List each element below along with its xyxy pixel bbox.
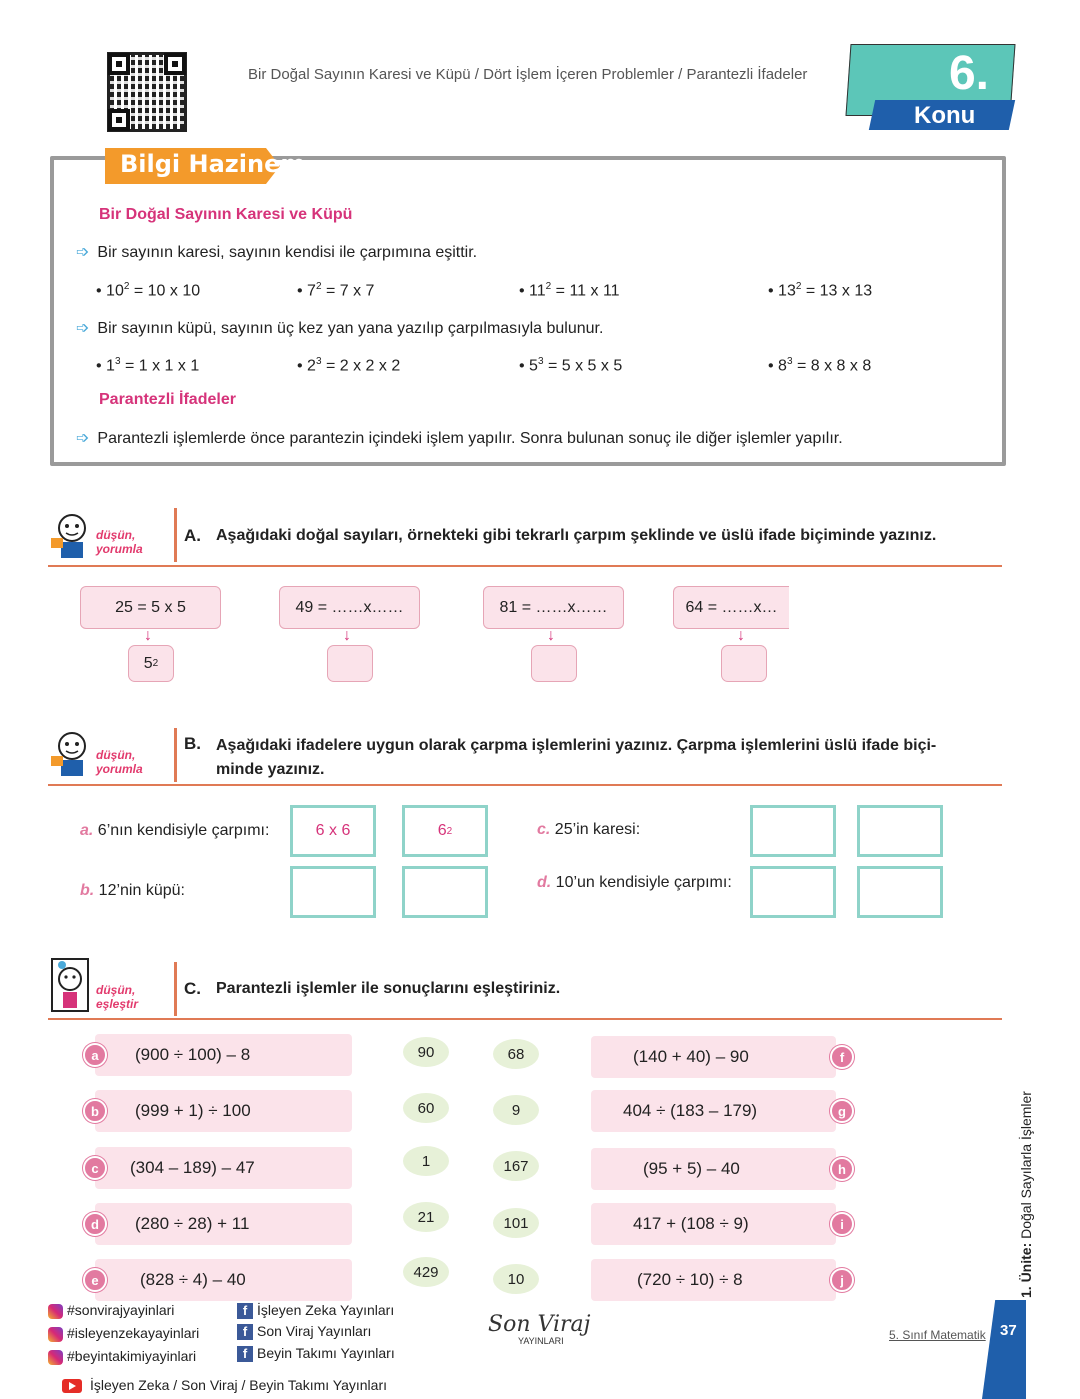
match-left-item[interactable]: (999 + 1) ÷ 100 bbox=[95, 1090, 352, 1132]
match-number[interactable]: 68 bbox=[493, 1039, 539, 1069]
think-label: düşün, yorumla bbox=[96, 528, 143, 556]
match-right-item[interactable]: (720 ÷ 10) ÷ 8 bbox=[591, 1259, 836, 1301]
publisher-logo-sub: YAYINLARI bbox=[518, 1336, 564, 1346]
match-number[interactable]: 429 bbox=[403, 1257, 449, 1287]
answer-d-multiplication[interactable] bbox=[750, 866, 836, 918]
match-number[interactable]: 1 bbox=[403, 1146, 449, 1176]
publisher-logo: Son Viraj bbox=[488, 1312, 591, 1337]
arrow-down-icon: ↓ bbox=[737, 627, 745, 644]
topic-number: 6. bbox=[948, 47, 989, 100]
book-title: 5. Sınıf Matematik bbox=[889, 1328, 986, 1342]
info-box bbox=[50, 156, 1006, 466]
rule-cube: ➩ Bir sayının küpü, sayının üç kez yan yana yazılıp çarpılmasıyla bulunur. bbox=[76, 320, 604, 337]
section-title-square-cube: Bir Doğal Sayının Karesi ve Küpü bbox=[99, 206, 353, 223]
divider bbox=[174, 508, 177, 562]
answer-c-multiplication[interactable] bbox=[750, 805, 836, 857]
match-left-item[interactable]: (304 – 189) – 47 bbox=[95, 1147, 352, 1189]
answer-a-multiplication[interactable]: 6 x 6 bbox=[290, 805, 376, 857]
section-b-letter: B. bbox=[184, 734, 201, 753]
think-comment-icon bbox=[48, 512, 94, 565]
square-example: • $7^2 = 7$ x 7 bbox=[297, 281, 375, 300]
section-a-question: Aşağıdaki doğal sayıları, örnekteki gibi tekrarlı çarpım şeklinde ve üslü ifade biçiminde yazınız. bbox=[216, 527, 937, 544]
think-label: düşün, eşleştir bbox=[96, 983, 139, 1011]
match-letter-f: f bbox=[830, 1045, 854, 1069]
section-b-question: Aşağıdaki ifadelere uygun olarak çarpma işlemlerini yazınız. Çarpma işlemlerini üslü ifade biçi- minde yazınız. bbox=[216, 737, 937, 778]
instagram-icon bbox=[48, 1327, 63, 1342]
match-number[interactable]: 21 bbox=[403, 1202, 449, 1232]
square-example: • $11^2 = 11$ x 11 bbox=[519, 281, 620, 300]
facebook-icon: f bbox=[237, 1346, 253, 1362]
answer-box-64[interactable] bbox=[721, 645, 767, 682]
facebook-link[interactable]: f Son Viraj Yayınları bbox=[237, 1323, 371, 1340]
answer-d-power[interactable] bbox=[857, 866, 943, 918]
rule-square: ➩ Bir sayının karesi, sayının kendisi ile çarpımına eşittir. bbox=[76, 244, 478, 261]
section-b-divider bbox=[48, 784, 1002, 786]
answer-box-49[interactable] bbox=[327, 645, 373, 682]
answer-a-power[interactable]: 6 2 bbox=[402, 805, 488, 857]
cube-example: • $1^3 = 1$ x 1 x 1 bbox=[96, 356, 200, 375]
match-left-item[interactable]: (900 ÷ 100) – 8 bbox=[95, 1034, 352, 1076]
match-letter-c: c bbox=[83, 1156, 107, 1180]
match-right-item[interactable]: (140 + 40) – 90 bbox=[591, 1036, 836, 1078]
answer-b-multiplication[interactable] bbox=[290, 866, 376, 918]
section-a-divider bbox=[48, 565, 1002, 567]
cube-example: • $2^3 = 2$ x 2 x 2 bbox=[297, 356, 401, 375]
match-right-item[interactable]: (95 + 5) – 40 bbox=[591, 1148, 836, 1190]
info-tab-title: Bilgi Hazinem bbox=[120, 150, 306, 178]
match-number[interactable]: 101 bbox=[493, 1208, 539, 1238]
facebook-icon: f bbox=[237, 1324, 253, 1340]
section-title-parentheses: Parantezli İfadeler bbox=[99, 391, 236, 408]
page-number: 37 bbox=[1000, 1322, 1017, 1339]
square-example: • $13^2 = 13$ x 13 bbox=[768, 281, 873, 300]
section-c-letter: C. bbox=[184, 979, 201, 998]
think-label: düşün, yorumla bbox=[96, 748, 143, 776]
match-letter-d: d bbox=[83, 1212, 107, 1236]
match-number[interactable]: 60 bbox=[403, 1093, 449, 1123]
cube-example: • $5^3 = 5$ x 5 x 5 bbox=[519, 356, 623, 375]
divider bbox=[174, 962, 177, 1016]
rule-parentheses: ➩ Parantezli işlemlerde önce parantezin içindeki işlem yapılır. Sonra bulunan sonuç ile diğer işlemler yapılır. bbox=[76, 430, 843, 447]
answer-b-power[interactable] bbox=[402, 866, 488, 918]
match-left-item[interactable]: (280 ÷ 28) + 11 bbox=[95, 1203, 352, 1245]
match-letter-g: g bbox=[830, 1099, 854, 1123]
answer-box-81[interactable] bbox=[531, 645, 577, 682]
divider bbox=[174, 728, 177, 782]
arrow-right-icon: ➩ bbox=[76, 320, 90, 337]
match-right-item[interactable]: 417 + (108 ÷ 9) bbox=[591, 1203, 836, 1245]
section-c-question: Parantezli işlemler ile sonuçlarını eşleştiriniz. bbox=[216, 980, 561, 997]
match-letter-i: i bbox=[830, 1212, 854, 1236]
instagram-icon bbox=[48, 1350, 63, 1365]
cube-example: • $8^3 = 8$ x 8 x 8 bbox=[768, 356, 872, 375]
arrow-right-icon: ➩ bbox=[76, 430, 90, 447]
example-expression: 25 = 5 x 5 bbox=[80, 586, 221, 629]
instagram-link[interactable]: #sonvirajyayinlari bbox=[48, 1302, 174, 1319]
match-letter-e: e bbox=[83, 1268, 107, 1292]
arrow-down-icon: ↓ bbox=[343, 627, 351, 644]
instagram-link[interactable]: #isleyenzekayayinlari bbox=[48, 1325, 199, 1342]
example-power-answer: 5 2 bbox=[128, 645, 174, 682]
arrow-down-icon: ↓ bbox=[547, 627, 555, 644]
expression-64[interactable]: 64 = ……x… bbox=[673, 586, 789, 629]
item-b: b. 12’nin küpü: bbox=[80, 882, 185, 899]
square-example: • $10^2 = 10$ x 10 bbox=[96, 281, 201, 300]
instagram-icon bbox=[48, 1304, 63, 1319]
facebook-icon: f bbox=[237, 1303, 253, 1319]
facebook-link[interactable]: f İşleyen Zeka Yayınları bbox=[237, 1302, 394, 1319]
expression-81[interactable]: 81 = ……x…… bbox=[483, 586, 624, 629]
match-letter-j: j bbox=[830, 1268, 854, 1292]
match-left-item[interactable]: (828 ÷ 4) – 40 bbox=[95, 1259, 352, 1301]
side-unit-title: 1. Ünite: Doğal Sayılarla İşlemler bbox=[1018, 1091, 1034, 1298]
match-number[interactable]: 10 bbox=[493, 1264, 539, 1294]
expression-49[interactable]: 49 = ……x…… bbox=[279, 586, 420, 629]
section-c-divider bbox=[48, 1018, 1002, 1020]
arrow-down-icon: ↓ bbox=[144, 627, 152, 644]
page-number-tab bbox=[982, 1300, 1026, 1399]
youtube-icon bbox=[62, 1379, 82, 1393]
match-letter-b: b bbox=[83, 1099, 107, 1123]
topic-label: Konu bbox=[914, 102, 976, 129]
match-letter-h: h bbox=[830, 1157, 854, 1181]
think-match-icon bbox=[50, 957, 90, 1018]
think-comment-icon bbox=[48, 730, 94, 783]
facebook-link[interactable]: f Beyin Takımı Yayınları bbox=[237, 1345, 395, 1362]
instagram-link[interactable]: #beyintakimiyayinlari bbox=[48, 1348, 196, 1365]
answer-c-power[interactable] bbox=[857, 805, 943, 857]
match-number[interactable]: 9 bbox=[493, 1095, 539, 1125]
item-d: d. 10’un kendisiyle çarpımı: bbox=[537, 874, 732, 891]
topic-badge bbox=[842, 44, 1017, 136]
match-number[interactable]: 90 bbox=[403, 1037, 449, 1067]
item-c: c. 25’in karesi: bbox=[537, 821, 641, 838]
match-letter-a: a bbox=[83, 1043, 107, 1067]
match-right-item[interactable]: 404 ÷ (183 – 179) bbox=[591, 1090, 836, 1132]
section-a-letter: A. bbox=[184, 526, 201, 545]
youtube-link[interactable]: İşleyen Zeka / Son Viraj / Beyin Takımı Yayınları bbox=[62, 1377, 387, 1393]
match-number[interactable]: 167 bbox=[493, 1151, 539, 1181]
breadcrumb: Bir Doğal Sayının Karesi ve Küpü / Dört İşlem İçeren Problemler / Parantezli İfadeler bbox=[248, 66, 808, 83]
arrow-right-icon: ➩ bbox=[76, 244, 90, 261]
item-a: a. 6’nın kendisiyle çarpımı: bbox=[80, 822, 270, 839]
qr-code[interactable] bbox=[107, 52, 187, 132]
